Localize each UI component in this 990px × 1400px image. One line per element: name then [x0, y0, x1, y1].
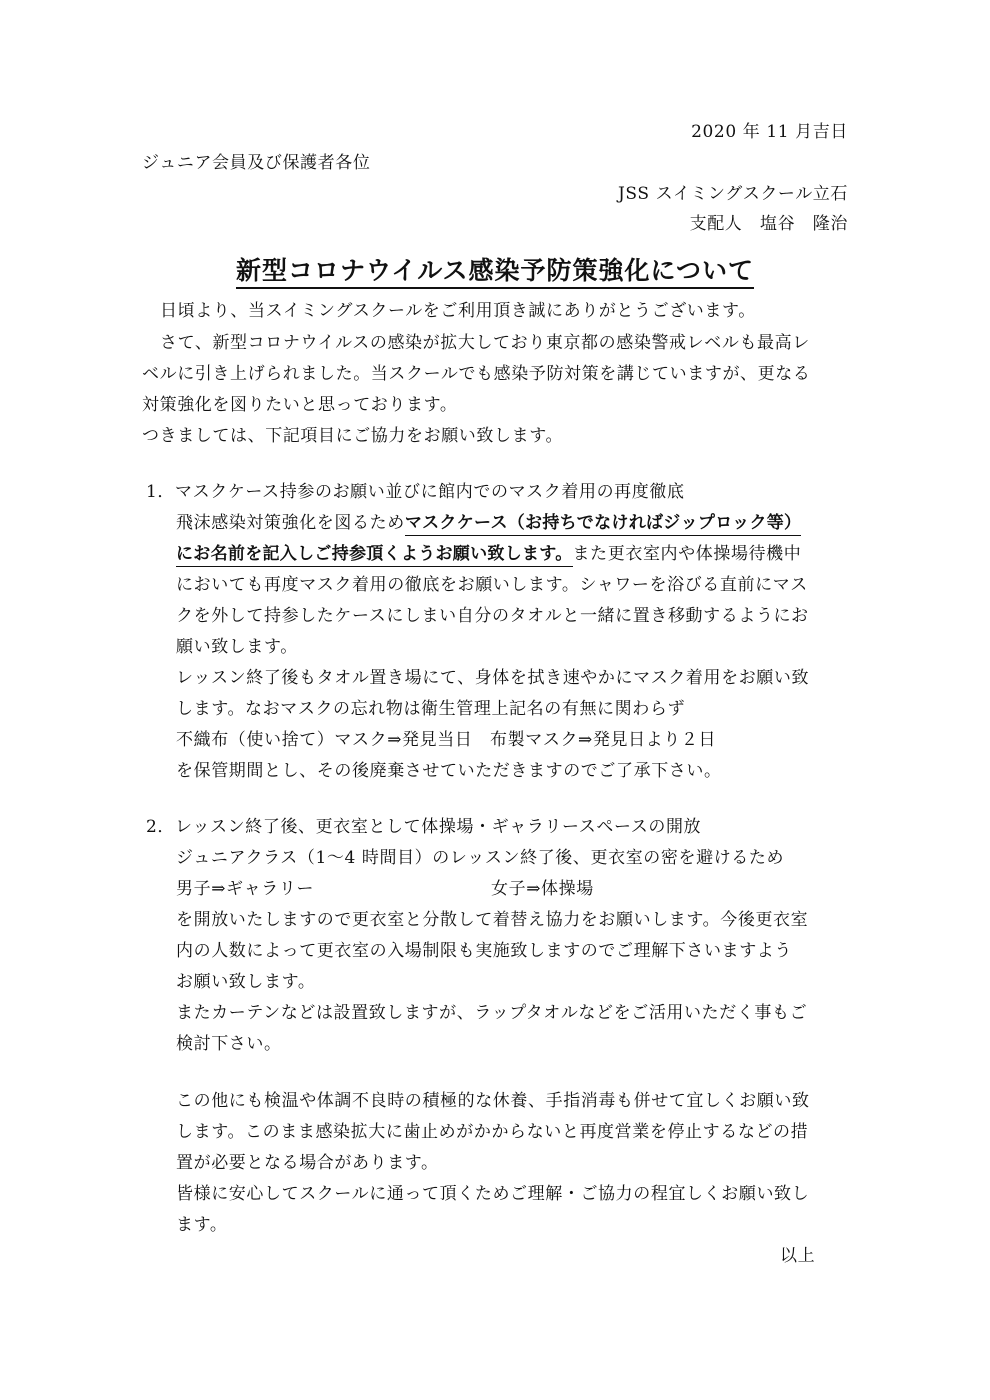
item1-line2-emphasis: にお名前を記入しご持参頂くようお願い致します。 — [176, 544, 573, 567]
item1-line: します。なおマスクの忘れ物は衛生管理上記名の有無に関わらず — [176, 699, 686, 719]
item2-line: を開放いたしますので更衣室と分散して着替え協力をお願いします。今後更衣室 — [176, 910, 809, 930]
item2-line: 内の人数によって更衣室の入場制限も実施致しますのでご理解下さいますよう — [176, 941, 792, 961]
closing-line: します。このまま感染拡大に歯止めがかからないと再度営業を停止するなどの措 — [176, 1122, 809, 1142]
closing-line: この他にも検温や体調不良時の積極的な休養、手指消毒も併せて宜しくお願い致 — [176, 1091, 810, 1111]
item1-line: においても再度マスク着用の徹底をお願いします。シャワーを浴びる直前にマス — [176, 575, 808, 595]
intro-line: つきましては、下記項目にご協力をお願い致します。 — [142, 426, 564, 446]
document-title — [0, 255, 990, 287]
addressee: ジュニア会員及び保護者各位 — [142, 153, 371, 173]
item1-line: レッスン終了後もタオル置き場にて、身体を拭き速やかにマスク着用をお願い致 — [176, 668, 810, 688]
item1-line — [176, 544, 801, 564]
item2-line: ジュニアクラス（1～4 時間目）のレッスン終了後、更衣室の密を避けるため — [176, 848, 785, 868]
closing-line: ます。 — [176, 1215, 228, 1235]
item1-line: 願い致します。 — [176, 637, 298, 657]
item2-heading: 2．レッスン終了後、更衣室として体操場・ギャラリースペースの開放 — [146, 817, 702, 837]
sender-person: 支配人 塩谷 隆治 — [689, 214, 848, 234]
item2-line: お願い致します。 — [176, 972, 316, 992]
item1-heading: 1．マスクケース持参のお願い並びに館内でのマスク着用の再度徹底 — [146, 482, 685, 502]
item2-line: またカーテンなどは設置致しますが、ラップタオルなどをご活用いただく事もご — [176, 1003, 808, 1023]
closing-line: 皆様に安心してスクールに通って頂くためご理解・ご協力の程宜しくお願い致し — [176, 1184, 810, 1204]
item2-girls: 女子⇒体操場 — [491, 879, 594, 899]
item1-line: を保管期間とし、その後廃棄させていただきますのでご了承下さい。 — [176, 761, 722, 781]
intro-line: ベルに引き上げられました。当スクールでも感染予防対策を講じていますが、更なる — [142, 364, 811, 384]
item1-line1-plain: 飛沫感染対策強化を図るため — [176, 513, 405, 533]
item1-line: クを外して持参したケースにしまい自分のタオルと一緒に置き移動するようにお — [176, 606, 809, 626]
item1-line2-plain: また更衣室内や体操場待機中 — [572, 544, 802, 564]
date: 2020 年 11 月吉日 — [691, 122, 848, 142]
end-mark: 以上 — [780, 1246, 816, 1266]
intro-line: 対策強化を図りたいと思っております。 — [142, 395, 458, 415]
intro-line: 日頃より、当スイミングスクールをご利用頂き誠にありがとうございます。 — [160, 301, 756, 321]
intro-line: さて、新型コロナウイルスの感染が拡大しており東京都の感染警戒レベルも最高レ — [160, 333, 810, 353]
item1-line1-emphasis: マスクケース（お持ちでなければジップロック等） — [405, 513, 802, 536]
title-text: 新型コロナウイルス感染予防策強化について — [236, 256, 754, 289]
closing-line: 置が必要となる場合があります。 — [176, 1153, 439, 1173]
item2-line: 検討下さい。 — [176, 1034, 282, 1054]
sender-organization: JSS スイミングスクール立石 — [617, 184, 848, 204]
item1-line — [176, 513, 801, 533]
item2-boys: 男子⇒ギャラリー — [176, 879, 315, 899]
item1-line: 不織布（使い捨て）マスク⇒発見当日 布製マスク⇒発見日より２日 — [176, 730, 717, 750]
